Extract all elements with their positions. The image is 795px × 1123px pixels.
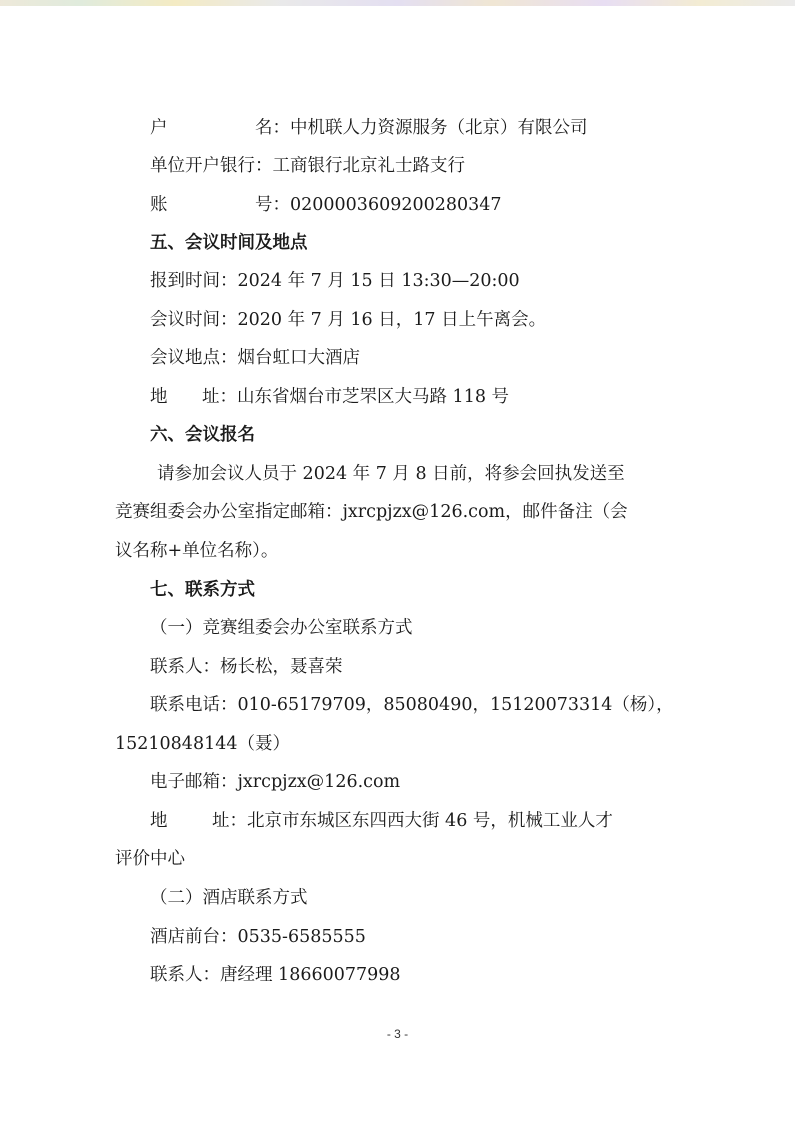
account-number-value: 0200003609200280347 [290, 195, 502, 215]
registration-para-line1: 请参加会议人员于 2024 年 7 月 8 日前，将参会回执发送至 [157, 464, 625, 484]
bank-label: 单位开户银行： [150, 156, 273, 176]
hotel-contact-person: 联系人：唐经理 18660077998 [150, 965, 401, 985]
account-number-label-b: 号： [255, 195, 290, 215]
account-number-label-a: 账 [150, 195, 168, 215]
committee-contact-heading: （一）竞赛组委会办公室联系方式 [150, 618, 413, 638]
section7-heading: 七、联系方式 [150, 580, 255, 600]
meeting-venue: 会议地点：烟台虹口大酒店 [150, 348, 360, 368]
bank-line [150, 151, 690, 181]
bank-value: 工商银行北京礼士路支行 [272, 156, 465, 176]
office-address-line2: 评价中心 [115, 849, 185, 869]
office-address-label-b: 址： [212, 811, 247, 831]
contact-phone-line1: 联系电话：010-65179709，85080490，15120073314（杨）， [150, 695, 674, 715]
contact-phone-line2: 15210848144（聂） [115, 734, 290, 754]
hotel-contact-heading: （二）酒店联系方式 [150, 888, 308, 908]
section5-heading: 五、会议时间及地点 [150, 233, 308, 253]
meeting-time: 会议时间：2020 年 7 月 16 日，17 日上午离会。 [150, 310, 547, 330]
registration-para-line2: 竞赛组委会办公室指定邮箱：jxrcpjzx@126.com，邮件备注（会 [115, 502, 628, 522]
office-address-label-a: 地 [150, 811, 168, 831]
office-address-value: 北京市东城区东四西大街 46 号，机械工业人才 [247, 811, 613, 831]
account-name-label-b: 名： [255, 118, 290, 138]
checkin-time: 报到时间：2024 年 7 月 15 日 13:30—20:00 [150, 271, 520, 291]
account-name-value: 中机联人力资源服务（北京）有限公司 [290, 118, 588, 138]
venue-address-label-b: 址： [202, 387, 237, 407]
section6-heading: 六、会议报名 [150, 425, 255, 445]
venue-address-line [150, 382, 690, 412]
registration-para-line3: 议名称+单位名称）。 [115, 541, 279, 561]
page-number: - 3 - [386, 1027, 409, 1041]
contact-email: 电子邮箱：jxrcpjzx@126.com [150, 772, 401, 792]
hotel-front-desk: 酒店前台：0535-6585555 [150, 927, 366, 947]
venue-address-value: 山东省烟台市芝罘区大马路 118 号 [237, 387, 510, 407]
account-number-line [150, 190, 690, 220]
scan-edge-strip [0, 0, 795, 6]
office-address-line1 [150, 806, 690, 836]
account-name-label-a: 户 [150, 118, 168, 138]
account-name-line [150, 113, 690, 143]
venue-address-label-a: 地 [150, 387, 168, 407]
contact-person: 联系人：杨长松，聂喜荣 [150, 657, 343, 677]
